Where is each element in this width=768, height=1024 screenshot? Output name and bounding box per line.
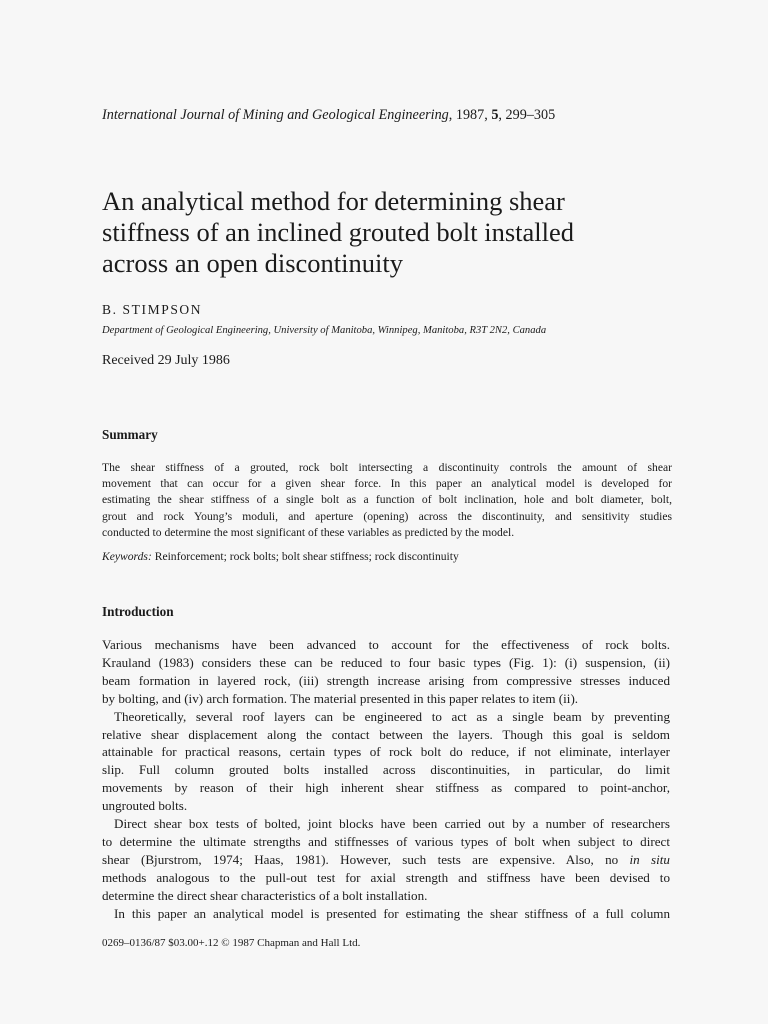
intro-line: relative shear displacement along the contact between the layers. Though this goal is seldom: [102, 726, 670, 742]
journal-name: International Journal of Mining and Geological Engineering: [102, 107, 449, 123]
introduction-body: [102, 636, 670, 923]
title-line: stiffness of an inclined grouted bolt installed: [102, 217, 575, 247]
intro-line: [102, 851, 670, 869]
summary-body: [102, 460, 672, 541]
summary-line: The shear stiffness of a grouted, rock bolt intersecting a discontinuity controls the amount of shear: [102, 461, 672, 474]
intro-line: Direct shear box tests of bolted, joint blocks have been carried out by a number of researchers: [114, 816, 670, 832]
journal-citation: [102, 107, 555, 124]
summary-line: movement that can occur for a given shear force. In this paper an analytical model is developed for: [102, 477, 672, 491]
intro-line: slip. Full column grouted bolts installed across discontinuities, in particular, do limit: [102, 762, 670, 778]
received-date: Received 29 July 1986: [102, 353, 230, 368]
intro-line: methods analogous to the pull-out test for axial strength and stiffness have been devised to: [102, 869, 670, 885]
summary-line: estimating the shear stiffness of a single bolt as a function of bolt inclination, hole and bolt diameter, bolt,: [102, 493, 672, 507]
intro-line-text: shear (Bjurstrom, 1974; Haas, 1981). However, such tests are expensive. Also, no: [102, 851, 630, 867]
copyright-footer: 0269–0136/87 $03.00+.12 © 1987 Chapman and Hall Ltd.: [102, 937, 361, 949]
journal-volume: 5: [491, 107, 499, 123]
journal-pages: , 299–305: [498, 107, 556, 123]
intro-line: determine the direct shear characteristics of a bolt installation.: [102, 887, 428, 903]
summary-heading: Summary: [102, 427, 158, 442]
intro-line: beam formation in layered rock, (iii) strength increase arising from compressive stresses induced: [102, 672, 670, 688]
author-name: B. STIMPSON: [102, 302, 203, 317]
title-line: An analytical method for determining shear: [102, 186, 565, 216]
introduction-heading: Introduction: [102, 604, 174, 619]
in-situ-term: in situ: [629, 851, 670, 867]
keywords-list: Reinforcement; rock bolts; bolt shear stiffness; rock discontinuity: [151, 550, 459, 563]
title-line: across an open discontinuity: [102, 248, 404, 278]
article-title: [102, 186, 662, 279]
intro-line: In this paper an analytical model is presented for estimating the shear stiffness of a full column: [114, 905, 670, 921]
keywords-label: Keywords:: [102, 550, 152, 563]
intro-line: by bolting, and (iv) arch formation. The material presented in this paper relates to item (ii).: [102, 690, 579, 706]
intro-line: Krauland (1983) considers these can be reduced to four basic types (Fig. 1): (i) suspension, (ii): [102, 654, 670, 670]
author-affiliation: Department of Geological Engineering, University of Manitoba, Winnipeg, Manitoba, R3T 2N2, Canada: [102, 325, 547, 336]
intro-line: attainable for practical reasons, certain types of rock bolt do reduce, if not eliminate, interlayer: [102, 744, 670, 760]
intro-line: movements by reason of their high inherent shear stiffness as compared to point-anchor,: [102, 780, 670, 796]
summary-line: conducted to determine the most significant of these variables as predicted by the model.: [102, 525, 515, 539]
intro-line: Various mechanisms have been advanced to account for the effectiveness of rock bolts.: [102, 637, 670, 652]
journal-year: , 1987,: [448, 107, 492, 123]
keywords: [102, 550, 459, 563]
intro-line: Theoretically, several roof layers can be engineered to act as a single beam by preventing: [114, 708, 670, 724]
summary-line: grout and rock Young’s moduli, and aperture (opening) across the discontinuity, and sensitivity studies: [102, 509, 672, 523]
intro-line: to determine the ultimate strengths and stiffnesses of various types of bolt when subject to direct: [102, 833, 670, 849]
intro-line: ungrouted bolts.: [102, 798, 188, 814]
